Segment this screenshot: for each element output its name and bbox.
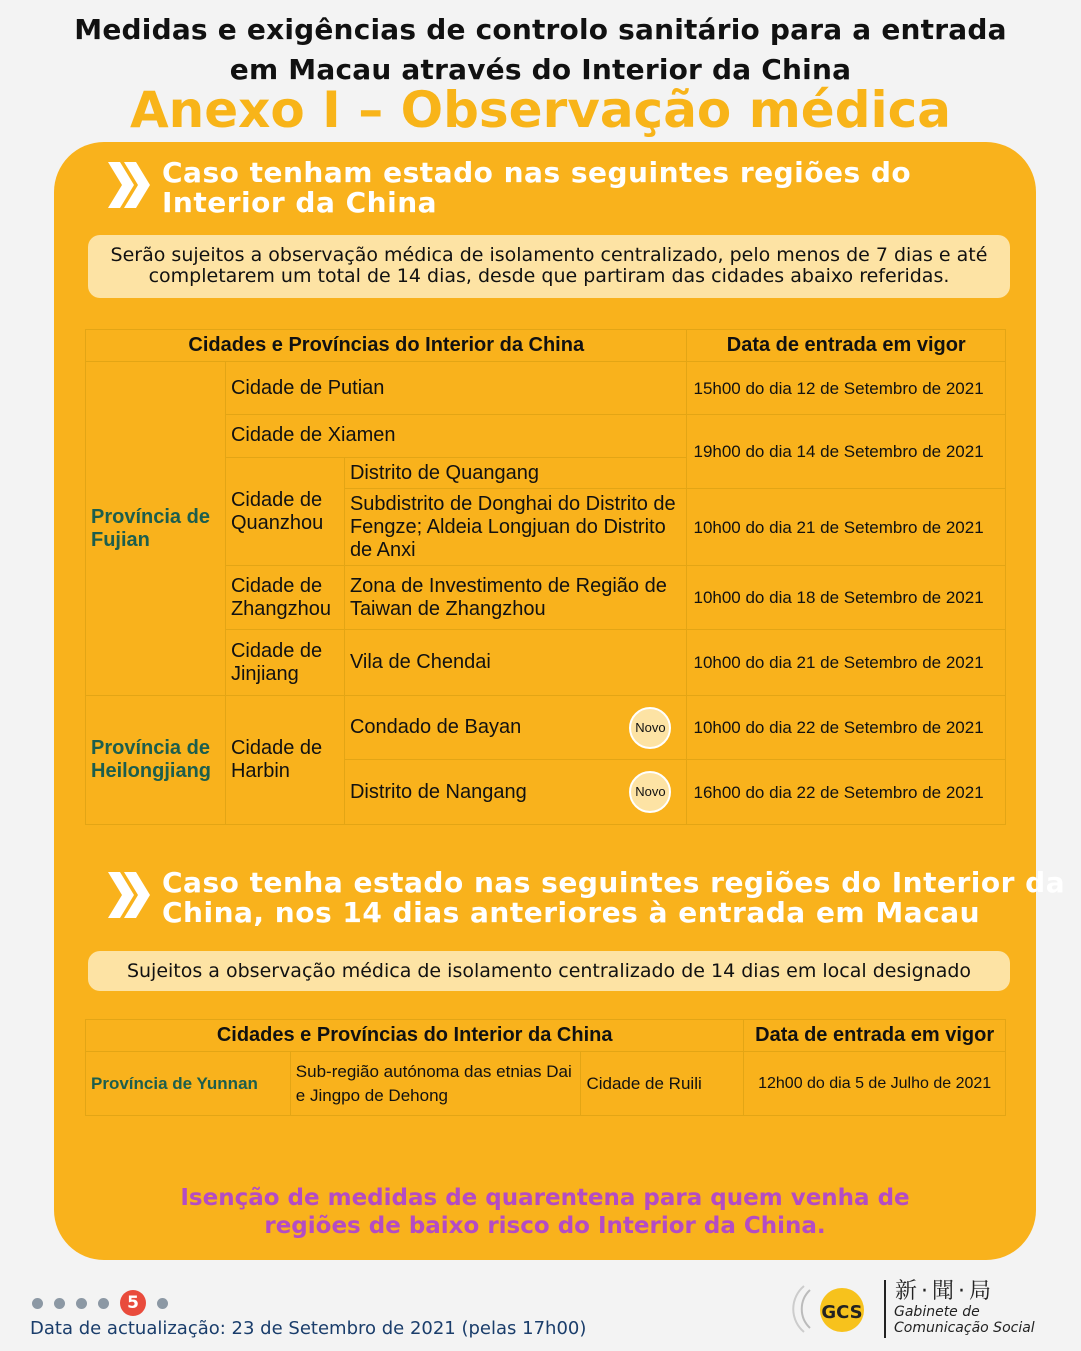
city-ruili: Cidade de Ruili [581,1052,744,1116]
page-title [0,10,1081,90]
update-date: Data de actualização: 23 de Setembro de 2021 (pelas 17h00) [30,1318,587,1339]
page-dot[interactable] [157,1298,168,1309]
zone-zhangzhou: Zona de Investimento de Região de Taiwan de Zhangzhou [344,566,687,630]
page-dot[interactable] [98,1298,109,1309]
gcs-logo [790,1274,1070,1344]
novo-badge: Novo [629,771,671,813]
city-jinjiang: Cidade de Jinjiang [225,630,344,696]
gcs-logo-mark-icon [790,1274,890,1344]
date-ruili: 12h00 do dia 5 de Julho de 2021 [744,1052,1006,1116]
table-quarantine-14 [85,1019,1006,1116]
district-nangang-label: Distrito de Nangang [349,780,527,803]
city-harbin: Cidade de Harbin [225,696,344,825]
gcs-logo-mark-text: GCS [821,1302,863,1323]
section1-heading-line2: Interior da China [162,186,438,219]
province-heilongjiang: Província de Heilongjiang [86,696,226,825]
city-zhangzhou: Cidade de Zhangzhou [225,566,344,630]
date-donghai: 10h00 do dia 21 de Setembro de 2021 [687,489,1006,566]
logo-pt-line1: Gabinete de [894,1304,980,1320]
city-xiamen: Cidade de Xiamen [225,415,687,458]
page-dot[interactable] [54,1298,65,1309]
date-bayan: 10h00 do dia 22 de Setembro de 2021 [687,696,1006,760]
table-row [86,1052,1006,1116]
title-line-1: Medidas e exigências de controlo sanitário para a entrada [74,13,1007,46]
table1-header-date: Data de entrada em vigor [687,330,1006,362]
section1-note [88,235,1010,298]
table-row [86,696,1006,760]
page-dot-current[interactable]: 5 [120,1290,146,1316]
table-row [86,362,1006,415]
date-nangang: 16h00 do dia 22 de Setembro de 2021 [687,760,1006,825]
section2-heading-line1: Caso tenha estado nas seguintes regiões do Interior da [162,866,1066,899]
logo-chinese: 新·聞·局 [895,1279,995,1304]
section1-note-line1: Serão sujeitos a observação médica de isolamento centralizado, pelo menos de 7 dias e até [110,244,988,266]
province-fujian: Província de Fujian [86,362,226,696]
date-zhangzhou: 10h00 do dia 18 de Setembro de 2021 [687,566,1006,630]
section2-note: Sujeitos a observação médica de isolamento centralizado de 14 dias em local designado [88,951,1010,991]
county-bayan [344,696,687,760]
table1-header-cities: Cidades e Províncias do Interior da China [86,330,687,362]
novo-badge: Novo [629,707,671,749]
county-bayan-label: Condado de Bayan [349,716,522,738]
exemption-line2: regiões de baixo risco do Interior da China. [264,1213,826,1239]
logo-pt-line2: Comunicação Social [894,1320,1035,1336]
city-putian: Cidade de Putian [225,362,687,415]
date-putian: 15h00 do dia 12 de Setembro de 2021 [687,362,1006,415]
exemption-notice [54,1184,1036,1240]
double-chevron-icon [106,160,152,210]
table2-header-date: Data de entrada em vigor [744,1020,1006,1052]
town-chendai: Vila de Chendai [344,630,687,696]
exemption-line1: Isenção de medidas de quarentena para quem venha de [180,1185,910,1211]
pagination-dots [32,1290,179,1316]
section1-heading [106,158,911,218]
subregion-dehong: Sub-região autónoma das etnias Dai e Jingpo de Dehong [290,1052,581,1116]
province-yunnan: Província de Yunnan [86,1052,291,1116]
page-dot[interactable] [76,1298,87,1309]
double-chevron-icon [106,870,152,920]
section1-heading-line1: Caso tenham estado nas seguintes regiões do [162,156,912,189]
date-chendai: 10h00 do dia 21 de Setembro de 2021 [687,630,1006,696]
district-donghai: Subdistrito de Donghai do Distrito de Fengze; Aldeia Longjuan do Distrito de Anxi [344,489,687,566]
table2-header-cities: Cidades e Províncias do Interior da China [86,1020,744,1052]
page-subtitle: Anexo I – Observação médica [129,81,952,139]
logo-portuguese [894,1304,1035,1336]
table-quarantine-7-14 [85,329,1006,825]
title-line-2: em Macau através do Interior da China [229,53,852,86]
page-dot[interactable] [32,1298,43,1309]
date-xiamen-quangang: 19h00 do dia 14 de Setembro de 2021 [687,415,1006,489]
section2-heading [106,868,1065,928]
section1-note-line2: completarem um total de 14 dias, desde que partiram das cidades abaixo referidas. [148,265,950,287]
city-quanzhou: Cidade de Quanzhou [225,458,344,566]
district-nangang [344,760,687,825]
section2-heading-line2: China, nos 14 dias anteriores à entrada em Macau [162,896,981,929]
district-quangang: Distrito de Quangang [344,458,687,489]
